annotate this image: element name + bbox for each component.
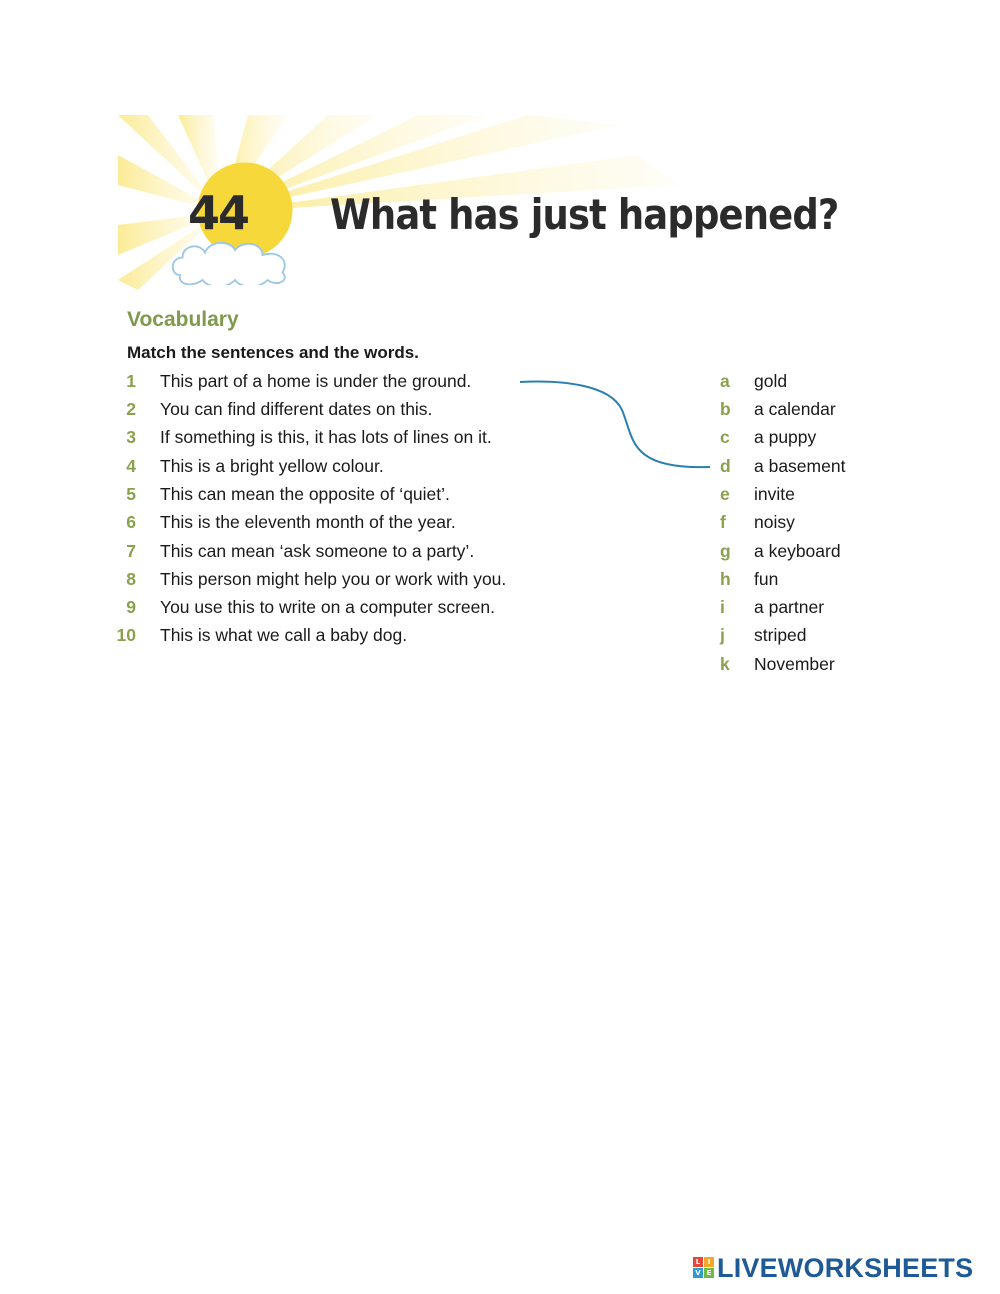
- question-text: You can find different dates on this.: [160, 399, 433, 419]
- question-text: This person might help you or work with you.: [160, 569, 507, 589]
- answer-text: a calendar: [754, 399, 836, 419]
- page-title: What has just happened?: [330, 190, 839, 239]
- question-number: 3: [126, 427, 136, 447]
- logo-cell: V: [693, 1268, 703, 1278]
- answer-letter: f: [720, 512, 726, 532]
- answer-letter: d: [720, 456, 731, 476]
- answer-letter: e: [720, 484, 730, 504]
- question-number: 6: [126, 512, 136, 532]
- question-text: This can mean the opposite of ‘quiet’.: [160, 484, 450, 504]
- question-text: This can mean ‘ask someone to a party’.: [160, 541, 475, 561]
- question-text: This part of a home is under the ground.: [160, 371, 472, 391]
- answer-text: fun: [754, 569, 779, 589]
- answer-text: noisy: [754, 512, 795, 532]
- logo-cell: I: [704, 1257, 714, 1267]
- answer-letter: i: [720, 597, 725, 617]
- logo-grid-icon: [693, 1257, 715, 1279]
- question-number: 10: [116, 625, 136, 645]
- answer-text: a keyboard: [754, 541, 841, 561]
- answer-letter: c: [720, 427, 730, 447]
- answer-letter: a: [720, 371, 730, 391]
- answer-text: a puppy: [754, 427, 817, 447]
- question-text: This is the eleventh month of the year.: [160, 512, 456, 532]
- answer-letter: k: [720, 654, 730, 674]
- logo-cell: E: [704, 1268, 714, 1278]
- answer-letter: j: [720, 625, 725, 645]
- question-number: 7: [126, 541, 136, 561]
- question-number: 9: [126, 597, 136, 617]
- question-number: 4: [126, 456, 136, 476]
- answer-text: gold: [754, 371, 788, 391]
- question-text: This is a bright yellow colour.: [160, 456, 384, 476]
- answer-letter: g: [720, 541, 731, 561]
- question-number: 5: [126, 484, 136, 504]
- answer-text: invite: [754, 484, 795, 504]
- brand-name: LIVEWORKSHEETS: [717, 1253, 974, 1283]
- question-number: 8: [126, 569, 136, 589]
- answer-text: striped: [754, 625, 807, 645]
- answer-text: a basement: [754, 456, 846, 476]
- unit-number: 44: [187, 186, 248, 240]
- answer-text: a partner: [754, 597, 825, 617]
- question-number: 2: [126, 399, 136, 419]
- question-text: You use this to write on a computer screen.: [160, 597, 495, 617]
- logo-cell: L: [693, 1257, 703, 1267]
- answer-text: November: [754, 654, 835, 674]
- instruction-text: Match the sentences and the words.: [127, 343, 419, 362]
- answer-letter: h: [720, 569, 731, 589]
- question-number: 1: [126, 371, 136, 391]
- question-text: This is what we call a baby dog.: [160, 625, 408, 645]
- section-title: Vocabulary: [127, 308, 239, 331]
- answer-letter: b: [720, 399, 731, 419]
- question-text: If something is this, it has lots of lines on it.: [160, 427, 492, 447]
